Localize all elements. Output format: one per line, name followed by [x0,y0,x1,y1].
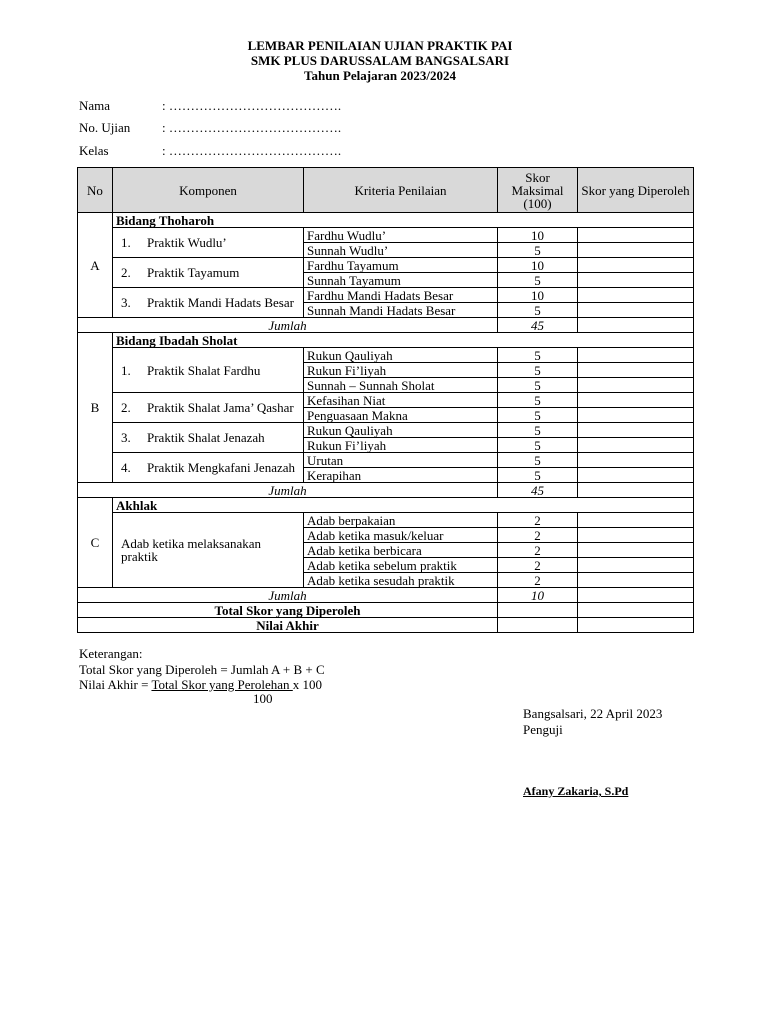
section-letter: B [78,333,113,483]
obtained-score-cell[interactable] [578,573,694,588]
max-score-cell: 2 [498,543,578,558]
total-row [78,603,694,618]
section-title-row [78,213,694,228]
component-name: Praktik Shalat Jama’ Qashar [147,400,294,415]
section-title: Bidang Ibadah Sholat [113,333,694,348]
criteria-cell: Adab ketika sebelum praktik [304,558,498,573]
component-number: 4. [121,460,131,475]
field-value[interactable]: : …………………………………. [162,143,342,158]
assessment-table [77,167,694,633]
component-item [116,266,300,279]
component-cell [113,423,304,453]
component-name: Praktik Tayamum [147,265,240,280]
signer-role: Penguji [523,721,563,737]
component-number: 3. [121,295,131,310]
component-name: Praktik Mandi Hadats Besar [147,295,294,310]
table-row [78,228,694,243]
criteria-cell: Sunnah Mandi Hadats Besar [304,303,498,318]
header-component: Komponen [113,168,304,213]
obtained-score-cell[interactable] [578,558,694,573]
max-score-cell: 5 [498,408,578,423]
section-title-row [78,333,694,348]
document-header [0,38,760,83]
header-criteria: Kriteria Penilaian [304,168,498,213]
obtained-score-cell[interactable] [578,528,694,543]
header-obtained-score: Skor yang Diperoleh [578,168,694,213]
sum-obtained-cell[interactable] [578,483,694,498]
formula-final-denominator: 100 [253,691,273,706]
criteria-cell: Rukun Qauliyah [304,423,498,438]
criteria-cell: Adab ketika masuk/keluar [304,528,498,543]
max-score-cell: 5 [498,438,578,453]
component-number: 1. [121,362,131,378]
formula-final-suffix: x 100 [292,677,323,692]
max-score-cell: 5 [498,273,578,288]
component-cell [113,228,304,258]
component-name: Adab ketika melaksanakan praktik [121,536,262,564]
criteria-cell: Adab ketika sesudah praktik [304,573,498,588]
max-score-cell: 5 [498,348,578,363]
component-item [116,364,300,377]
table-row [78,258,694,273]
max-score-cell: 10 [498,258,578,273]
criteria-cell: Urutan [304,453,498,468]
table-row [78,348,694,363]
total-label: Total Skor yang Diperoleh [78,603,498,618]
sum-row [78,483,694,498]
max-score-cell: 5 [498,423,578,438]
obtained-score-cell[interactable] [578,468,694,483]
obtained-score-cell[interactable] [578,423,694,438]
criteria-cell: Sunnah Wudlu’ [304,243,498,258]
total-score-cell[interactable] [578,603,694,618]
component-item [116,537,300,563]
max-score-cell: 10 [498,228,578,243]
final-label: Nilai Akhir [78,618,498,633]
table-row [78,423,694,438]
final-row [78,618,694,633]
component-name: Praktik Wudlu’ [147,235,227,250]
sum-row [78,318,694,333]
max-score-cell: 5 [498,468,578,483]
criteria-cell: Sunnah Tayamum [304,273,498,288]
header-no: No [78,168,113,213]
table-body [78,213,694,633]
sum-label: Jumlah [78,483,498,498]
component-cell [113,348,304,393]
place-date: Bangsalsari, 22 April 2023 [523,706,663,721]
max-score-cell: 5 [498,378,578,393]
component-number: 2. [121,265,131,280]
section-letter: A [78,213,113,318]
section-title: Bidang Thoharoh [113,213,694,228]
obtained-score-cell[interactable] [578,243,694,258]
max-score-cell: 5 [498,363,578,378]
component-number: 3. [121,430,131,445]
section-letter: C [78,498,113,588]
criteria-cell: Kefasihan Niat [304,393,498,408]
component-cell [113,393,304,423]
criteria-cell: Penguasaan Makna [304,408,498,423]
section-title-row [78,498,694,513]
final-max-cell [498,618,578,633]
max-score-cell: 10 [498,288,578,303]
obtained-score-cell[interactable] [578,543,694,558]
table-row [78,393,694,408]
max-score-cell: 2 [498,528,578,543]
criteria-cell: Rukun Qauliyah [304,348,498,363]
sum-value: 10 [498,588,578,603]
obtained-score-cell[interactable] [578,303,694,318]
field-label: Kelas [79,143,109,158]
component-name: Praktik Mengkafani Jenazah [147,460,296,475]
criteria-cell: Rukun Fi’liyah [304,438,498,453]
signer-name: Afany Zakaria, S.Pd [523,784,629,798]
component-item [116,401,300,414]
formula-final-numerator: Total Skor yang Perolehan [151,677,293,692]
field-label: Nama [79,98,111,113]
sum-obtained-cell[interactable] [578,318,694,333]
max-score-cell: 5 [498,393,578,408]
max-score-cell: 2 [498,558,578,573]
component-number: 1. [121,235,131,250]
obtained-score-cell[interactable] [578,513,694,528]
sum-obtained-cell[interactable] [578,588,694,603]
component-cell [113,288,304,318]
obtained-score-cell[interactable] [578,273,694,288]
section-title: Akhlak [113,498,694,513]
field-value[interactable]: : …………………………………. [162,120,342,135]
signature-block [523,706,662,737]
sum-value: 45 [498,483,578,498]
header-max-score: Skor Maksimal (100) [498,168,578,213]
obtained-score-cell[interactable] [578,393,694,408]
component-item [116,236,300,249]
component-cell [113,453,304,483]
criteria-cell: Rukun Fi’liyah [304,363,498,378]
criteria-cell: Fardhu Mandi Hadats Besar [304,288,498,303]
component-number: 2. [121,400,131,415]
sum-row [78,588,694,603]
academic-year: Tahun Pelajaran 2023/2024 [304,68,456,83]
obtained-score-cell[interactable] [578,408,694,423]
max-score-cell: 5 [498,453,578,468]
obtained-score-cell[interactable] [578,288,694,303]
formula-final-prefix: Nilai Akhir = [79,677,152,692]
notes-block [79,646,325,693]
formula-final [79,677,325,693]
table-row [78,288,694,303]
final-score-cell[interactable] [578,618,694,633]
field-label: No. Ujian [79,120,131,135]
component-item [116,296,300,309]
table-header-row [78,168,694,213]
component-cell [113,258,304,288]
criteria-cell: Fardhu Tayamum [304,258,498,273]
criteria-cell: Adab ketika berbicara [304,543,498,558]
criteria-cell: Fardhu Wudlu’ [304,228,498,243]
obtained-score-cell[interactable] [578,258,694,273]
criteria-cell: Sunnah – Sunnah Sholat [304,378,498,393]
criteria-cell: Adab berpakaian [304,513,498,528]
sum-value: 45 [498,318,578,333]
sum-label: Jumlah [78,588,498,603]
total-max-cell [498,603,578,618]
school-name: SMK PLUS DARUSSALAM BANGSALSARI [250,53,510,68]
obtained-score-cell[interactable] [578,378,694,393]
formula-total: Total Skor yang Diperoleh = Jumlah A + B + C [79,661,325,677]
sum-label: Jumlah [78,318,498,333]
component-name: Praktik Shalat Jenazah [147,430,265,445]
component-item [116,461,300,474]
field-value[interactable]: : …………………………………. [162,98,342,113]
component-item [116,431,300,444]
max-score-cell: 5 [498,243,578,258]
document-title: LEMBAR PENILAIAN UJIAN PRAKTIK PAI [247,38,513,53]
obtained-score-cell[interactable] [578,363,694,378]
table-row [78,513,694,528]
notes-title: Keterangan: [79,646,143,661]
component-cell [113,513,304,588]
obtained-score-cell[interactable] [578,453,694,468]
obtained-score-cell[interactable] [578,228,694,243]
max-score-cell: 5 [498,303,578,318]
obtained-score-cell[interactable] [578,438,694,453]
max-score-cell: 2 [498,513,578,528]
max-score-cell: 2 [498,573,578,588]
component-name: Praktik Shalat Fardhu [147,362,261,378]
table-row [78,453,694,468]
obtained-score-cell[interactable] [578,348,694,363]
criteria-cell: Kerapihan [304,468,498,483]
